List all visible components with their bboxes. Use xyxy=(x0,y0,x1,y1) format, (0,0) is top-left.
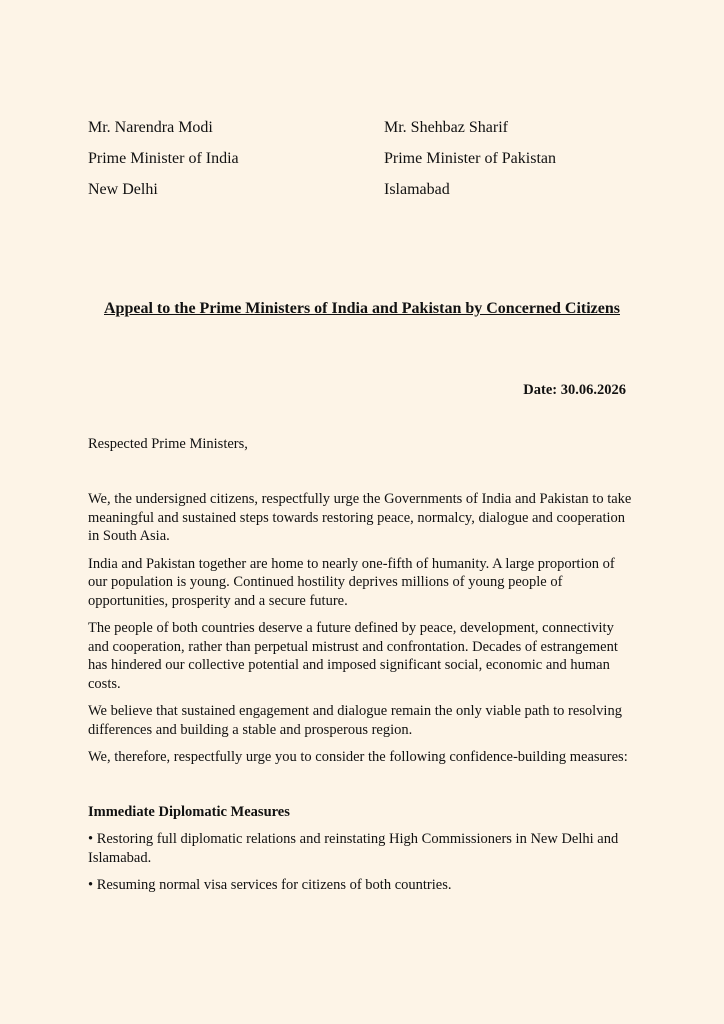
addressee-position: Prime Minister of Pakistan xyxy=(384,150,556,167)
body-paragraph: India and Pakistan together are home to nearly one-fifth of humanity. A large proportion of our population is young. Continued hostility deprives millions of young people of opportunities, prosperity and a secure future. xyxy=(88,555,615,609)
letter-title: Appeal to the Prime Ministers of India and Pakistan by Concerned Citizens xyxy=(104,300,620,317)
letter-body xyxy=(88,490,636,776)
addressee-india xyxy=(88,118,239,211)
addressee-city: Islamabad xyxy=(384,181,450,198)
body-paragraph: The people of both countries deserve a future defined by peace, development, connectivity and cooperation, rather than perpetual mistrust and confrontation. Decades of estrangement has hindered our collective potential and imposed significant social, economic and human costs. xyxy=(88,620,618,692)
addressee-position: Prime Minister of India xyxy=(88,150,239,167)
bullet-item: • Restoring full diplomatic relations and reinstating High Commissioners in New Delhi and Islamabad. xyxy=(88,831,619,866)
letter-date: Date: 30.06.2026 xyxy=(523,382,626,398)
body-paragraph: We believe that sustained engagement and dialogue remain the only viable path to resolving differences and building a stable and prosperous region. xyxy=(88,703,622,738)
bullet-item: • Resuming normal visa services for citizens of both countries. xyxy=(88,877,452,893)
addressee-pakistan xyxy=(384,118,556,211)
bullet-list xyxy=(88,830,636,904)
body-paragraph: We, the undersigned citizens, respectfully urge the Governments of India and Pakistan to take meaningful and sustained steps towards restoring peace, normalcy, dialogue and cooperation in South Asia. xyxy=(88,491,632,544)
addressee-city: New Delhi xyxy=(88,181,158,198)
addressee-name: Mr. Narendra Modi xyxy=(88,119,213,136)
salutation: Respected Prime Ministers, xyxy=(88,436,248,452)
section-heading: Immediate Diplomatic Measures xyxy=(88,804,290,820)
addressee-name: Mr. Shehbaz Sharif xyxy=(384,119,508,136)
body-paragraph: We, therefore, respectfully urge you to consider the following confidence-building measures: xyxy=(88,749,628,765)
